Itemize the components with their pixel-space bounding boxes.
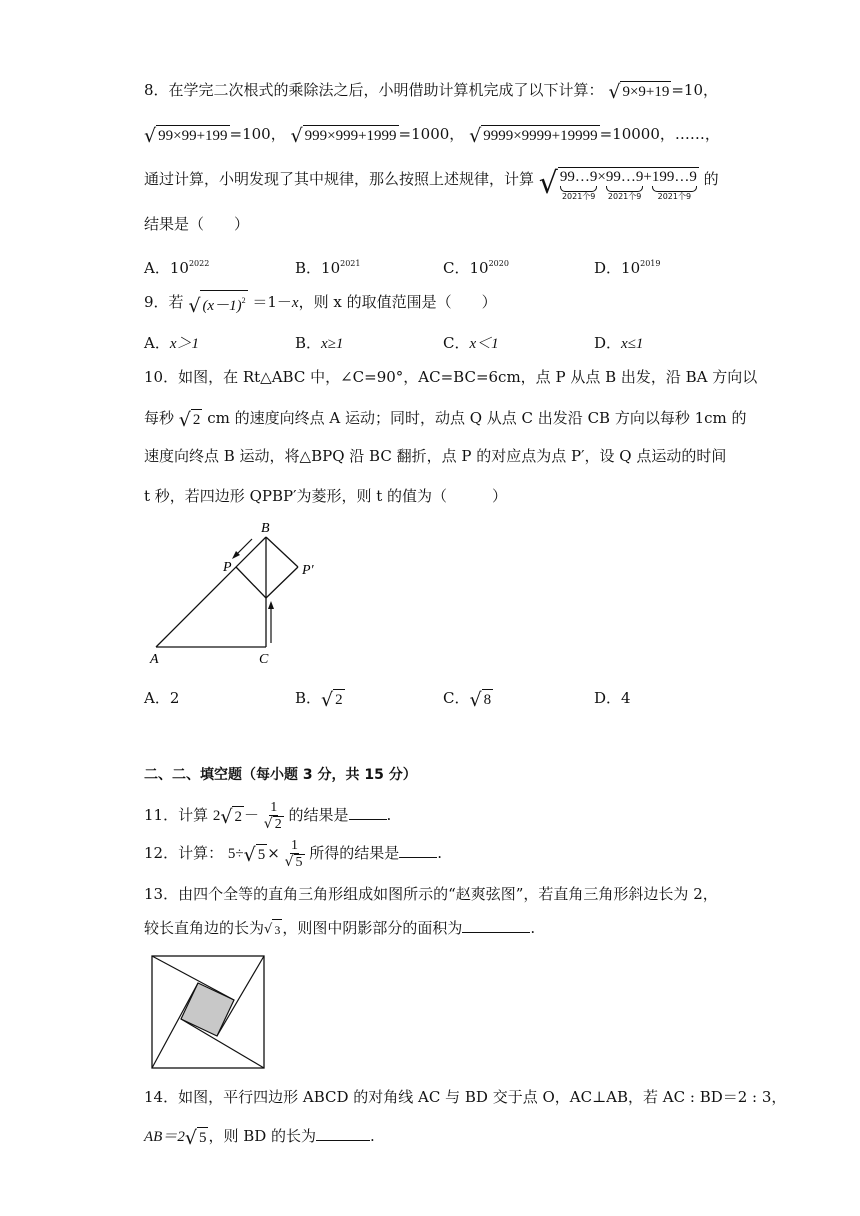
q8-option-d: D．$10^{2019}$: [594, 259, 661, 277]
q10-radical: √ 2: [178, 408, 201, 431]
q8-line3: 通过计算，小明发现了其中规律，那么按照上述规律，计算 √ 99…9 2021个9 × 99…9 2021个9 + 199…9 2021个9 的: [144, 166, 719, 201]
q12-fraction: 1 √ 5: [284, 838, 303, 870]
label-b: B: [261, 521, 270, 536]
q8-line1: 8．在学完二次根式的乘除法之后，小明借助计算机完成了以下计算： √ 9×9+19 =10，: [144, 80, 719, 103]
q14-answer-blank[interactable]: [316, 1140, 370, 1141]
zhao-shuang-diagram: [148, 952, 268, 1072]
section-heading: 二、二、填空题（每小题 3 分，共 15 分）: [144, 767, 417, 783]
q12-answer-blank[interactable]: [399, 857, 437, 858]
q13-answer-blank[interactable]: [462, 932, 530, 933]
q8-line4: 结果是（ ）: [144, 215, 250, 233]
q8-term2: 99…9 2021个9: [605, 169, 644, 201]
label-p: P: [223, 560, 232, 575]
q8-radical-4: √ 9999×9999+19999: [469, 124, 598, 147]
q13-line1: 13．由四个全等的直角三角形组成如图所示的“赵爽弦图”，若直角三角形斜边长为 2，: [144, 885, 718, 903]
q10-option-a: A．2: [144, 689, 180, 707]
q10-line4: t 秒，若四边形 QPBP′为菱形，则 t 的值为（ ）: [144, 487, 508, 505]
q8-term3: 199…9 2021个9: [651, 169, 697, 201]
q12-line: 12．计算： 5÷ √ 5 × 1 √ 5 所得的结果是 .: [144, 838, 443, 870]
q13-line2: 较长直角边的长为 √ 3 ，则图中阴影部分的面积为 .: [144, 918, 535, 940]
q11-fraction: 1 √ 2: [263, 800, 282, 832]
q8-line2: √ 99×99+199 =100， √ 999×999+1999 =1000， √ 9999×9999+19999 =10000，……，: [144, 124, 720, 147]
q9-line: 9．若 √ $(x-1)^2$ ＝1－x，则 x 的取值范围是（ ）: [144, 290, 497, 316]
q9-option-d: D．x≤1: [594, 334, 644, 352]
q9-option-b: B．x≥1: [295, 334, 344, 352]
q10-line2: 每秒 √ 2 cm 的速度向终点 A 运动；同时，动点 Q 从点 C 出发沿 CB 方向以每秒 1cm 的: [144, 408, 747, 431]
q10-line3: 速度向终点 B 运动，将△BPQ 沿 BC 翻折，点 P 的对应点为点 P′，设 Q 点运动的时间: [144, 447, 727, 465]
q9-option-c: C．x＜1: [443, 334, 499, 352]
q8-big-radical: √ 99…9 2021个9 × 99…9 2021个9 + 199…9 2021个9: [538, 166, 697, 201]
q8-option-b: B．$10^{2021}$: [295, 259, 361, 277]
q11-answer-blank[interactable]: [349, 819, 387, 820]
label-c: C: [259, 652, 269, 667]
q8-radical-2: √ 99×99+199: [144, 124, 228, 147]
q9-radical: √ $(x-1)^2$: [188, 290, 247, 316]
q10-option-b: B． √ 2: [295, 688, 343, 711]
q8-radical-3: √ 999×999+1999: [290, 124, 397, 147]
q8-term1: 99…9 2021个9: [559, 169, 598, 201]
q14-line1: 14．如图，平行四边形 ABCD 的对角线 AC 与 BD 交于点 O，AC⊥AB，若 AC : BD＝2 : 3，: [144, 1088, 787, 1106]
q8-option-a: A．$10^{2022}$: [144, 259, 210, 277]
q14-line2: AB＝2 √ 5 ，则 BD 的长为 .: [144, 1126, 375, 1149]
q10-line1: 10．如图，在 Rt△ABC 中，∠C=90°，AC=BC=6cm，点 P 从点 B 出发，沿 BA 方向以: [144, 368, 758, 386]
q8-option-c: C．$10^{2020}$: [443, 259, 509, 277]
q9-option-a: A．x＞1: [144, 334, 200, 352]
q10-option-d: D．4: [594, 689, 631, 707]
q10-option-c: C． √ 8: [443, 688, 492, 711]
q8-radical-1: √ 9×9+19: [608, 80, 670, 103]
q11-line: 11．计算 2 √ 2 － 1 √ 2 的结果是 .: [144, 800, 392, 832]
label-p-prime: P′: [302, 563, 314, 578]
q10-triangle-figure: [140, 515, 330, 670]
label-a: A: [150, 652, 159, 667]
